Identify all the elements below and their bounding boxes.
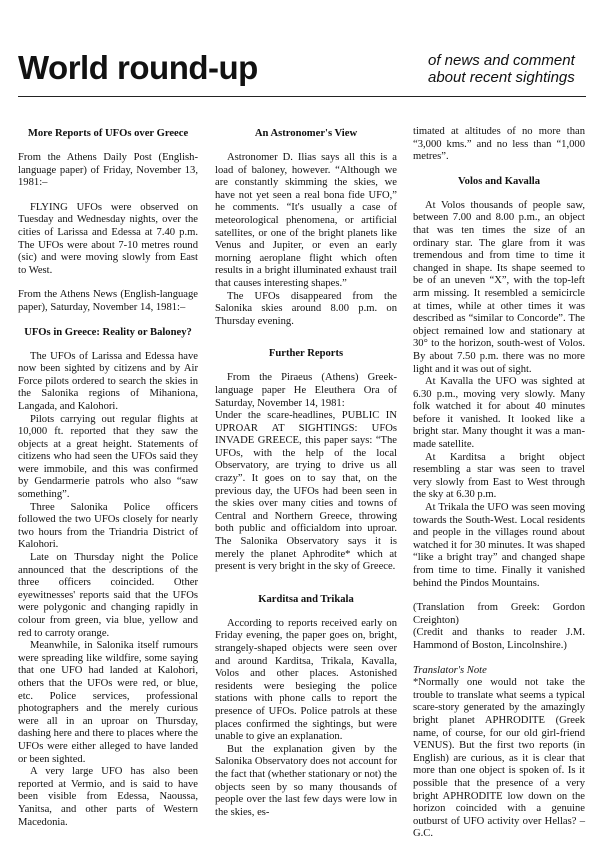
heading-astronomers-view: An Astronomer's View (254, 128, 358, 139)
column-3 (413, 126, 585, 841)
paragraph: Under the scare-headlines, PUBLIC IN UPROAR AT SIGHTINGS: UFOs INVADE GREECE, this paper says: “The UFOs, with the help of the local Observatory, are trying to drive us all crazy”. It goes on to say that, on the previous day, the UFOs had been seen in the skies over many cities and towns of Central and Northern Greece, throwing both public and officialdom into uproar. The Salonika Observatory says it is merely the planet Aphrodite* which at present is very bright in the sky of Greece. (215, 410, 397, 573)
translators-note-heading: Translator's Note (413, 664, 487, 676)
paragraph: At Kavalla the UFO was sighted at 6.30 p.m., moving very slowly. Many folk watched it for about 40 minutes before it vanished. It looked like a bright star. Many thought it was a man-made satellite. (413, 376, 585, 451)
heading-volos-kavalla: Volos and Kavalla (457, 175, 541, 187)
paragraph: At Trikala the UFO was seen moving towards the South-West. Local residents and people in the villages round about watched it for 30 minutes. It was shaped “like a bright tray” and changed shape from time to time. Finally it vanished behind the Pindos Mountains. (413, 502, 585, 589)
paragraph: According to reports received early on Friday evening, the paper goes on, bright, strangely-shaped objects were seen over and around Karditsa, Trikala, Kavalla, Volos and other places. Astonished residents were besieging the police stations with phone calls to report the presence of UFOs. Police patrols at these places confirmed the sightings, but were unable to give an explanation. (215, 617, 397, 743)
paragraph: From the Piraeus (Athens) Greek-language paper He Eleuthera Ora of Saturday, November 14, 1981: (215, 372, 397, 409)
paragraph: The UFOs disappeared from the Salonika skies around 8.00 p.m. on Thursday evening. (215, 290, 397, 327)
paragraph: The UFOs of Larissa and Edessa have now been sighted by citizens and by Air Force pilots ordered to search the skies in the Salonika regions of Mihaniona, Langada, and Kalohori. (18, 350, 198, 412)
heading-more-reports: More Reports of UFOs over Greece (27, 128, 189, 139)
page-subtitle (428, 52, 588, 86)
source-athens-news: From the Athens News (English-language paper), Saturday, November 14, 1981:– (18, 289, 198, 313)
paragraph: Astronomer D. Ilias says all this is a load of baloney, however. “Although we are constantly skimming the skies, we have not yet seen a real bona fide UFO,” he comments. “It's usually a case of meteorological phenomena, or artificial satellites, or one of the bright planets like Venus and Jupiter, or even an early morning aeroplane flight which often results in a bright illuminated exhaust trail that causes interesting shapes.” (215, 152, 397, 289)
column-2 (215, 128, 397, 819)
paragraph: Three Salonika Police officers followed the two UFOs closely for nearly two hours from the Triandria District of Kalohori. (18, 501, 198, 551)
paragraph: A very large UFO has also been reported at Vermio, and is said to have been visible from Edessa, Naoussa, Yanitsa, and other parts of Western Macedonia. (18, 766, 198, 828)
paragraph: FLYING UFOs were observed on Tuesday and Wednesday nights, over the cities of Larissa and Edessa at 7.40 p.m. The UFOs were about 7-10 metres round (sic) and were moving slowly from East to West. (18, 201, 198, 276)
reader-credit: (Credit and thanks to reader J.M. Hammond of Boston, Lincolnshire.) (413, 627, 585, 651)
subtitle-line-1: of news and comment (428, 52, 575, 69)
paragraph: At Volos thousands of people saw, between 7.00 and 8.00 p.m., an object that was ten times the size of an ordinary star. The glare from it was tremendous and from time to time it changed in shape. Its shape seemed to be of an uneven “X”, with the top-left arm missing. It resembled a semicircle at times, while at other times it was described as “similar to Concorde”. The object remained low and stationary at 30° to the horizon, south-west of Volos. By about 7.50 p.m. there was no more light and it was out of sight. (413, 199, 585, 375)
paragraph: Pilots carrying out regular flights at 10,000 ft. reported that they saw the objects at a great height. Statements of citizens who had seen the UFOs said they were immobile, and this was confirmed by Gendarmerie patrols who also “saw something”. (18, 413, 198, 501)
page-header (18, 50, 588, 92)
column-1 (18, 128, 198, 829)
subtitle-line-2: about recent sightings (428, 69, 575, 86)
heading-karditsa-trikala: Karditsa and Trikala (258, 593, 354, 605)
heading-further-reports: Further Reports (268, 348, 344, 360)
header-rule (18, 96, 586, 97)
translation-credit: (Translation from Greek: Gordon Creighton) (413, 602, 585, 626)
translators-note: *Normally one would not take the trouble to translate what seems a typical scare-story generated by the amazingly bright planet APHRODITE (Greek name, of course, for our old girl-friend VENUS). But the first two reports (in English) are curious, as it is clear that more than one object is spoken of. Is it possible that the presence of a very bright APHRODITE low down on the horizon coincided with a genuine outburst of UFO activity over Hellas? – G.C. (413, 677, 585, 840)
paragraph: At Karditsa a bright object resembling a star was seen to travel very slowly from East to West through the sky at 6.30 p.m. (413, 451, 585, 501)
paragraph: Late on Thursday night the Police announced that the descriptions of the three officers coincided. Other eyewitnesses' reports said that the UFOs were polygonic and changing rapidly in colour from green, via blue, yellow and red to carroty orange. (18, 552, 198, 639)
paragraph: timated at altitudes of no more than “3,000 kms.” and no less than “1,000 metres”. (413, 126, 585, 163)
paragraph: But the explanation given by the Salonika Observatory does not account for the fact that (whether stationary or not) the objects seen by so many thousands of people over the last few days were low in the skies, es- (215, 743, 397, 818)
page-title: World round-up (18, 49, 258, 86)
paragraph: Meanwhile, in Salonika itself rumours were spreading like wildfire, some saying that one UFO had landed at Kalohori, others that the UFOs were red, or blue, etc. Police services, professional photographers and the merely curious were all in an uproar on Thursday, dashing here and there to places where the UFOs were either alleged to have landed or been sighted. (18, 640, 198, 765)
heading-reality-or-baloney: UFOs in Greece: Reality or Baloney? (24, 326, 192, 338)
source-athens-daily-post: From the Athens Daily Post (English-language paper) of Friday, November 13, 1981:– (18, 152, 198, 189)
